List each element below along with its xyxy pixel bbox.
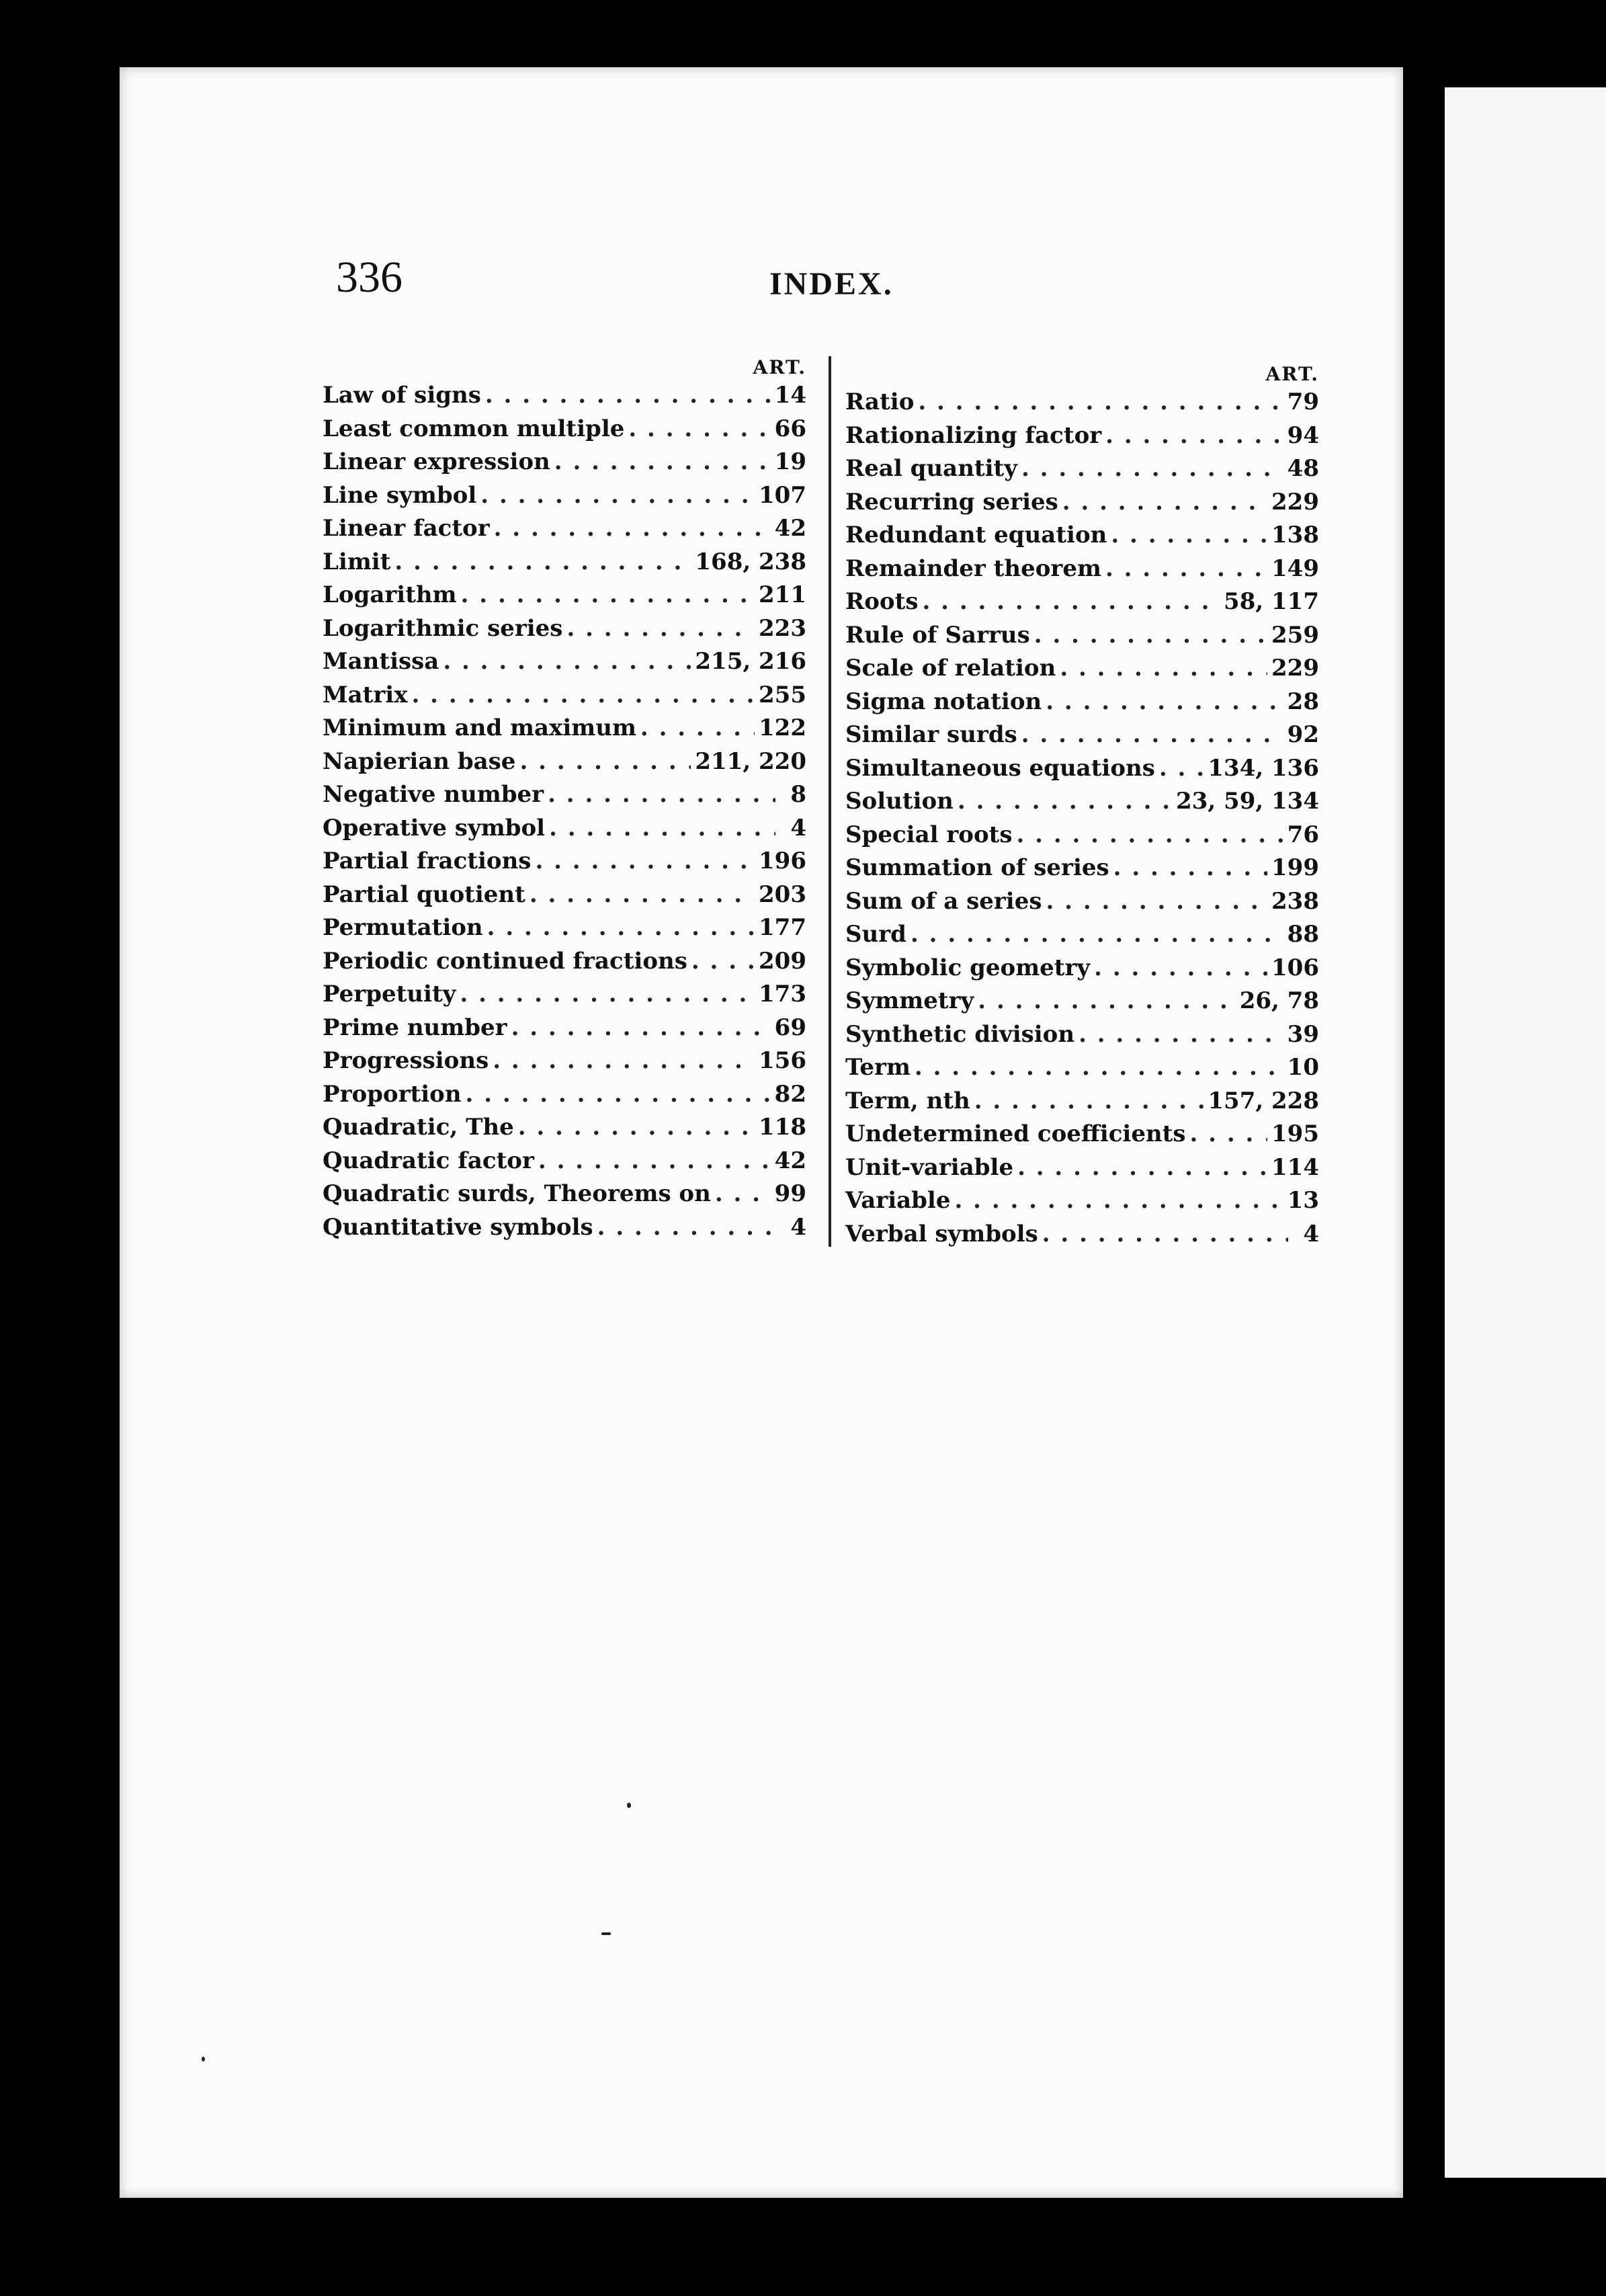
index-entry: [323, 479, 806, 513]
dot-leader: [691, 945, 755, 979]
index-term: Special roots: [845, 821, 1013, 848]
article-reference: 10: [1287, 1054, 1319, 1081]
article-reference: 23, 59, 134: [1176, 788, 1319, 815]
article-reference: 168, 238: [695, 548, 806, 575]
index-entry: [323, 413, 806, 446]
article-reference: 122: [759, 714, 806, 741]
dot-leader: [922, 585, 1220, 619]
dot-leader: [493, 1044, 755, 1078]
index-term: Symbolic geometry: [845, 954, 1091, 981]
dot-leader: [461, 579, 755, 612]
index-term: Unit-variable: [845, 1153, 1014, 1181]
dot-leader: [466, 1078, 771, 1112]
index-entry: [845, 885, 1319, 919]
article-reference: 255: [759, 681, 806, 708]
article-reference: 13: [1287, 1187, 1319, 1214]
index-entry: [845, 386, 1319, 419]
index-term: Limit: [323, 548, 391, 575]
article-reference: 223: [759, 614, 806, 642]
article-reference: 42: [774, 1147, 806, 1174]
index-entry: [845, 1085, 1319, 1118]
dot-leader: [1016, 819, 1283, 852]
index-term: Real quantity: [845, 455, 1017, 482]
index-entry: [845, 985, 1319, 1018]
index-entry: [845, 752, 1319, 786]
article-reference: 134, 136: [1208, 754, 1319, 782]
index-entry: [323, 1012, 806, 1045]
dot-leader: [548, 778, 775, 812]
dot-leader: [1021, 452, 1283, 486]
index-term: Rationalizing factor: [845, 421, 1102, 449]
index-entry: [845, 1184, 1319, 1218]
article-reference: 58, 117: [1224, 588, 1319, 615]
dot-leader: [1105, 419, 1283, 453]
index-term: Quadratic surds, Theorems on: [323, 1180, 711, 1207]
article-reference: 173: [759, 981, 806, 1008]
article-reference: 238: [1271, 887, 1319, 915]
index-term: Partial quotient: [323, 880, 525, 908]
dot-leader: [1113, 852, 1267, 885]
index-term: Progressions: [323, 1047, 489, 1074]
adjacent-page-edge: [1445, 87, 1606, 2178]
index-entry: [323, 1211, 806, 1245]
dot-leader: [549, 812, 775, 846]
index-term: Term: [845, 1054, 911, 1081]
article-reference: 66: [774, 415, 806, 442]
index-term: Synthetic division: [845, 1020, 1075, 1048]
index-entry: [323, 712, 806, 745]
dot-leader: [535, 845, 755, 878]
index-entry: [323, 1044, 806, 1078]
index-column-right: [845, 363, 1319, 1251]
column-header: ART.: [753, 356, 806, 378]
article-reference: 114: [1271, 1153, 1319, 1181]
column-divider: [829, 356, 831, 1247]
dot-leader: [443, 645, 691, 679]
article-reference: 76: [1287, 821, 1319, 848]
index-term: Mantissa: [323, 648, 439, 675]
dot-leader: [566, 612, 755, 646]
dot-leader: [519, 745, 691, 779]
index-entry: [845, 519, 1319, 552]
index-entry: [845, 419, 1319, 453]
index-term: Roots: [845, 588, 919, 615]
index-entry: [845, 819, 1319, 852]
index-term: Minimum and maximum: [323, 714, 636, 741]
dot-leader: [640, 712, 755, 745]
page-title: INDEX.: [769, 266, 894, 302]
index-entry: [323, 446, 806, 479]
page-number: 336: [336, 253, 403, 302]
article-reference: 14: [774, 382, 806, 409]
index-entry: [845, 619, 1319, 653]
dot-leader: [974, 1085, 1204, 1118]
index-entry: [845, 1151, 1319, 1185]
dot-leader: [394, 546, 691, 579]
index-term: Variable: [845, 1187, 951, 1214]
article-reference: 19: [774, 448, 806, 475]
index-term: Logarithmic series: [323, 614, 563, 642]
index-term: Similar surds: [845, 721, 1017, 748]
index-term: Partial fractions: [323, 848, 532, 874]
scan-speck: [601, 1932, 611, 1935]
index-entry-list: [845, 386, 1319, 1251]
scan-speck: [202, 2057, 205, 2061]
index-entry: [323, 745, 806, 779]
article-reference: 211, 220: [695, 747, 806, 775]
index-entry: [845, 785, 1319, 819]
dot-leader: [485, 379, 771, 413]
article-reference: 149: [1271, 555, 1319, 582]
index-term: Simultaneous equations: [845, 754, 1155, 782]
index-term: Ratio: [845, 388, 915, 415]
index-entry: [323, 945, 806, 979]
dot-leader: [958, 785, 1172, 819]
index-term: Sigma notation: [845, 688, 1042, 715]
article-reference: 26, 78: [1239, 987, 1319, 1014]
article-reference: 156: [759, 1047, 806, 1074]
dot-leader: [1190, 1118, 1267, 1151]
article-reference: 4: [790, 814, 806, 842]
index-entry: [845, 552, 1319, 586]
index-entry: [845, 1018, 1319, 1052]
index-term: Law of signs: [323, 382, 481, 409]
index-entry: [845, 719, 1319, 752]
article-reference: 138: [1271, 522, 1319, 548]
article-reference: 48: [1287, 455, 1319, 482]
dot-leader: [597, 1211, 775, 1245]
index-entry: [845, 686, 1319, 719]
index-entry: [845, 452, 1319, 486]
index-entry: [845, 918, 1319, 952]
dot-leader: [1079, 1018, 1283, 1052]
index-term: Sum of a series: [845, 887, 1042, 915]
index-term: Periodic continued fractions: [323, 947, 687, 975]
article-reference: 107: [759, 481, 806, 509]
article-reference: 203: [759, 880, 806, 908]
index-term: Prime number: [323, 1014, 507, 1041]
index-entry-list: [323, 379, 806, 1244]
article-reference: 4: [790, 1213, 806, 1241]
index-term: Surd: [845, 921, 906, 948]
dot-leader: [918, 386, 1283, 419]
article-reference: 199: [1271, 854, 1319, 881]
article-reference: 42: [774, 515, 806, 542]
article-reference: 79: [1287, 388, 1319, 415]
index-entry: [323, 645, 806, 679]
article-reference: 118: [759, 1114, 806, 1141]
index-entry: [323, 845, 806, 878]
index-entry: [323, 878, 806, 912]
index-term: Linear expression: [323, 448, 550, 475]
index-entry: [323, 546, 806, 579]
article-reference: 82: [774, 1080, 806, 1108]
article-reference: 28: [1287, 688, 1319, 715]
dot-leader: [411, 679, 755, 712]
index-term: Linear factor: [323, 515, 490, 542]
index-entry: [323, 1178, 806, 1211]
dot-leader: [1159, 752, 1204, 786]
article-reference: 229: [1271, 488, 1319, 516]
index-entry: [845, 652, 1319, 686]
index-term: Quadratic factor: [323, 1147, 534, 1174]
index-term: Redundant equation: [845, 522, 1107, 548]
index-term: Negative number: [323, 781, 544, 808]
index-term: Least common multiple: [323, 415, 625, 442]
index-term: Symmetry: [845, 987, 974, 1014]
scan-speck: [627, 1803, 631, 1808]
article-reference: 8: [790, 781, 806, 808]
index-term: Solution: [845, 788, 954, 815]
index-term: Line symbol: [323, 481, 477, 509]
index-entry: [845, 585, 1319, 619]
index-term: Matrix: [323, 681, 408, 708]
dot-leader: [530, 878, 755, 912]
index-term: Operative symbol: [323, 814, 546, 842]
article-reference: 99: [774, 1180, 806, 1207]
index-entry: [323, 778, 806, 812]
index-term: Verbal symbols: [845, 1220, 1038, 1247]
article-reference: 39: [1287, 1020, 1319, 1048]
dot-leader: [911, 918, 1283, 952]
index-column-left: [323, 356, 806, 1244]
index-term: Summation of series: [845, 854, 1109, 881]
dot-leader: [1094, 952, 1267, 985]
dot-leader: [1062, 486, 1267, 520]
index-entry: [323, 1145, 806, 1178]
index-entry: [845, 1118, 1319, 1151]
index-entry: [323, 579, 806, 612]
index-entry: [845, 952, 1319, 985]
index-term: Rule of Sarrus: [845, 621, 1030, 649]
dot-leader: [628, 413, 770, 446]
index-entry: [845, 1218, 1319, 1252]
dot-leader: [494, 512, 771, 546]
dot-leader: [511, 1012, 771, 1045]
article-reference: 211: [759, 581, 806, 608]
article-reference: 157, 228: [1208, 1087, 1319, 1114]
article-reference: 69: [774, 1014, 806, 1041]
dot-leader: [954, 1184, 1283, 1218]
dot-leader: [1017, 1151, 1267, 1185]
index-entry: [845, 852, 1319, 885]
column-header: ART.: [1265, 363, 1319, 385]
article-reference: 92: [1287, 721, 1319, 748]
article-reference: 88: [1287, 921, 1319, 948]
dot-leader: [480, 479, 755, 513]
dot-leader: [518, 1111, 755, 1145]
index-entry: [323, 1111, 806, 1145]
dot-leader: [554, 446, 771, 479]
dot-leader: [1046, 686, 1283, 719]
article-reference: 195: [1271, 1120, 1319, 1147]
index-term: Quantitative symbols: [323, 1213, 593, 1241]
index-entry: [845, 1051, 1319, 1085]
dot-leader: [915, 1051, 1283, 1085]
index-term: Undetermined coefficients: [845, 1120, 1186, 1147]
article-reference: 229: [1271, 655, 1319, 682]
index-term: Proportion: [323, 1080, 462, 1108]
index-entry: [323, 679, 806, 712]
article-reference: 94: [1287, 421, 1319, 449]
dot-leader: [1111, 519, 1267, 552]
dot-leader: [715, 1178, 771, 1211]
index-entry: [323, 911, 806, 945]
index-entry: [845, 486, 1319, 520]
article-reference: 4: [1303, 1220, 1319, 1247]
index-entry: [323, 379, 806, 413]
article-reference: 209: [759, 947, 806, 975]
article-reference: 215, 216: [695, 648, 806, 675]
index-term: Perpetuity: [323, 981, 456, 1008]
dot-leader: [1042, 1218, 1288, 1252]
index-term: Remainder theorem: [845, 555, 1101, 582]
index-term: Term, nth: [845, 1087, 970, 1114]
dot-leader: [1021, 719, 1283, 752]
dot-leader: [1046, 885, 1267, 919]
article-reference: 177: [759, 914, 806, 941]
dot-leader: [487, 911, 755, 945]
index-term: Quadratic, The: [323, 1114, 514, 1141]
dot-leader: [1105, 552, 1267, 586]
index-entry: [323, 512, 806, 546]
index-term: Napierian base: [323, 747, 516, 775]
dot-leader: [1060, 652, 1267, 686]
dot-leader: [538, 1145, 771, 1178]
index-entry: [323, 978, 806, 1012]
index-term: Recurring series: [845, 488, 1058, 516]
index-entry: [323, 812, 806, 846]
dot-leader: [1034, 619, 1267, 653]
dot-leader: [460, 978, 755, 1012]
index-term: Permutation: [323, 914, 483, 941]
index-entry: [323, 1078, 806, 1112]
article-reference: 106: [1271, 954, 1319, 981]
article-reference: 196: [759, 848, 806, 874]
index-term: Scale of relation: [845, 655, 1056, 682]
dot-leader: [978, 985, 1235, 1018]
index-term: Logarithm: [323, 581, 457, 608]
article-reference: 259: [1271, 621, 1319, 649]
index-entry: [323, 612, 806, 646]
